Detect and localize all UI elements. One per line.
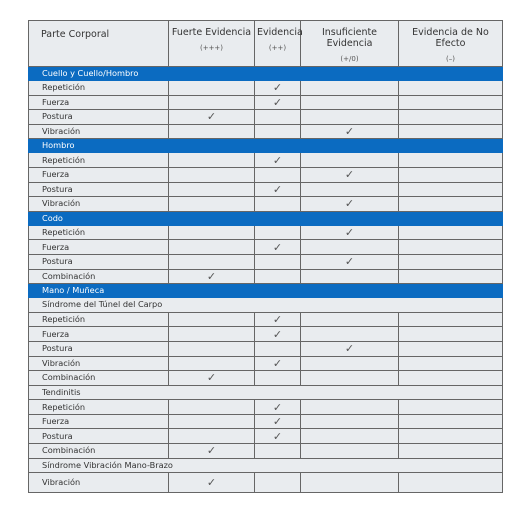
cell-strong-evidence (169, 371, 255, 386)
table-row (29, 254, 503, 269)
cell-insufficient-evidence (301, 167, 399, 182)
factor-label: Combinación (29, 269, 169, 284)
cell-no-effect-evidence (399, 110, 503, 125)
cell-strong-evidence (169, 444, 255, 459)
cell-no-effect-evidence (399, 473, 503, 493)
cell-insufficient-evidence (301, 327, 399, 342)
factor-label: Fuerza (29, 240, 169, 255)
table-row (29, 444, 503, 459)
section-title: Cuello y Cuello/Hombro (29, 67, 503, 81)
table-row (29, 225, 503, 240)
factor-label: Repetición (29, 225, 169, 240)
cell-insufficient-evidence (301, 182, 399, 197)
header-strong-evidence-label: Fuerte Evidencia (171, 27, 252, 38)
cell-strong-evidence (169, 81, 255, 96)
cell-no-effect-evidence (399, 81, 503, 96)
checkmark-icon: ✓ (272, 415, 283, 429)
cell-evidence (255, 167, 301, 182)
cell-insufficient-evidence (301, 341, 399, 356)
subheading-title: Tendinitis (29, 385, 503, 400)
cell-insufficient-evidence (301, 269, 399, 284)
checkmark-icon: ✓ (206, 444, 217, 458)
cell-evidence (255, 124, 301, 139)
cell-insufficient-evidence (301, 124, 399, 139)
cell-strong-evidence (169, 400, 255, 415)
cell-no-effect-evidence (399, 225, 503, 240)
cell-no-effect-evidence (399, 414, 503, 429)
header-evidence-code: (++) (268, 44, 287, 52)
cell-insufficient-evidence (301, 429, 399, 444)
subheading-title: Síndrome Vibración Mano-Brazo (29, 458, 503, 473)
checkmark-icon: ✓ (344, 255, 355, 269)
checkmark-icon: ✓ (272, 327, 283, 341)
factor-label: Vibración (29, 197, 169, 212)
factor-label: Repetición (29, 312, 169, 327)
factor-label: Postura (29, 341, 169, 356)
factor-label: Vibración (29, 473, 169, 493)
cell-evidence (255, 371, 301, 386)
cell-insufficient-evidence (301, 225, 399, 240)
cell-strong-evidence (169, 240, 255, 255)
cell-evidence (255, 429, 301, 444)
header-insufficient-evidence-label: Insuficiente Evidencia (321, 27, 378, 49)
checkmark-icon: ✓ (272, 240, 283, 254)
cell-strong-evidence (169, 341, 255, 356)
cell-insufficient-evidence (301, 444, 399, 459)
factor-label: Fuerza (29, 414, 169, 429)
checkmark-icon: ✓ (206, 371, 217, 385)
checkmark-icon: ✓ (344, 168, 355, 182)
cell-strong-evidence (169, 182, 255, 197)
cell-evidence (255, 95, 301, 110)
cell-insufficient-evidence (301, 400, 399, 415)
cell-evidence (255, 444, 301, 459)
header-insufficient-evidence-code: (+/0) (340, 55, 359, 63)
evidence-table-container (28, 20, 502, 493)
checkmark-icon: ✓ (344, 226, 355, 240)
cell-strong-evidence (169, 197, 255, 212)
header-no-effect-evidence-code: (–) (446, 55, 455, 63)
subheading-row (29, 385, 503, 400)
factor-label: Postura (29, 182, 169, 197)
subheading-title: Síndrome del Túnel del Carpo (29, 298, 503, 313)
cell-strong-evidence (169, 225, 255, 240)
cell-insufficient-evidence (301, 414, 399, 429)
cell-strong-evidence (169, 153, 255, 168)
cell-strong-evidence (169, 356, 255, 371)
table-row (29, 95, 503, 110)
factor-label: Postura (29, 429, 169, 444)
cell-evidence (255, 81, 301, 96)
checkmark-icon: ✓ (272, 95, 283, 109)
header-insufficient-evidence (301, 21, 399, 67)
table-row (29, 81, 503, 96)
cell-evidence (255, 197, 301, 212)
cell-insufficient-evidence (301, 254, 399, 269)
table-row (29, 240, 503, 255)
header-strong-evidence (169, 21, 255, 67)
cell-no-effect-evidence (399, 327, 503, 342)
section-title: Hombro (29, 139, 503, 153)
checkmark-icon: ✓ (272, 400, 283, 414)
checkmark-icon: ✓ (272, 429, 283, 443)
checkmark-icon: ✓ (206, 269, 217, 283)
subheading-row (29, 458, 503, 473)
checkmark-icon: ✓ (344, 197, 355, 211)
cell-evidence (255, 400, 301, 415)
section-row (29, 139, 503, 153)
section-row (29, 211, 503, 225)
header-evidence (255, 21, 301, 67)
cell-no-effect-evidence (399, 254, 503, 269)
cell-no-effect-evidence (399, 182, 503, 197)
table-row (29, 356, 503, 371)
cell-insufficient-evidence (301, 473, 399, 493)
cell-insufficient-evidence (301, 110, 399, 125)
table-row (29, 269, 503, 284)
cell-insufficient-evidence (301, 356, 399, 371)
table-header (29, 21, 503, 67)
cell-no-effect-evidence (399, 341, 503, 356)
cell-no-effect-evidence (399, 356, 503, 371)
header-no-effect-evidence (399, 21, 503, 67)
checkmark-icon: ✓ (272, 356, 283, 370)
factor-label: Fuerza (29, 327, 169, 342)
table-row (29, 371, 503, 386)
evidence-table (28, 20, 503, 493)
cell-evidence (255, 110, 301, 125)
cell-evidence (255, 414, 301, 429)
factor-label: Repetición (29, 153, 169, 168)
table-row (29, 327, 503, 342)
factor-label: Combinación (29, 371, 169, 386)
cell-no-effect-evidence (399, 400, 503, 415)
factor-label: Vibración (29, 356, 169, 371)
table-row (29, 197, 503, 212)
cell-strong-evidence (169, 327, 255, 342)
cell-evidence (255, 182, 301, 197)
cell-no-effect-evidence (399, 269, 503, 284)
cell-evidence (255, 327, 301, 342)
cell-insufficient-evidence (301, 81, 399, 96)
cell-no-effect-evidence (399, 153, 503, 168)
header-evidence-label: Evidencia (257, 27, 303, 38)
subheading-row (29, 298, 503, 313)
table-row (29, 110, 503, 125)
checkmark-icon: ✓ (344, 342, 355, 356)
cell-no-effect-evidence (399, 371, 503, 386)
cell-insufficient-evidence (301, 240, 399, 255)
factor-label: Postura (29, 110, 169, 125)
cell-evidence (255, 225, 301, 240)
table-row (29, 414, 503, 429)
cell-no-effect-evidence (399, 444, 503, 459)
cell-strong-evidence (169, 473, 255, 493)
cell-no-effect-evidence (399, 95, 503, 110)
cell-strong-evidence (169, 254, 255, 269)
cell-evidence (255, 356, 301, 371)
factor-label: Postura (29, 254, 169, 269)
section-row (29, 67, 503, 81)
factor-label: Combinación (29, 444, 169, 459)
cell-no-effect-evidence (399, 429, 503, 444)
header-no-effect-evidence-label: Evidencia de No Efecto (412, 27, 489, 49)
checkmark-icon: ✓ (272, 81, 283, 95)
cell-strong-evidence (169, 312, 255, 327)
cell-insufficient-evidence (301, 197, 399, 212)
checkmark-icon: ✓ (206, 476, 217, 490)
cell-insufficient-evidence (301, 153, 399, 168)
cell-insufficient-evidence (301, 95, 399, 110)
checkmark-icon: ✓ (272, 182, 283, 196)
header-row (29, 21, 503, 67)
cell-no-effect-evidence (399, 197, 503, 212)
table-row (29, 400, 503, 415)
checkmark-icon: ✓ (206, 110, 217, 124)
cell-evidence (255, 269, 301, 284)
header-body-part: Parte Corporal (29, 21, 169, 67)
cell-strong-evidence (169, 429, 255, 444)
cell-insufficient-evidence (301, 371, 399, 386)
cell-strong-evidence (169, 167, 255, 182)
cell-evidence (255, 312, 301, 327)
cell-evidence (255, 473, 301, 493)
checkmark-icon: ✓ (272, 313, 283, 327)
cell-no-effect-evidence (399, 167, 503, 182)
factor-label: Fuerza (29, 167, 169, 182)
cell-evidence (255, 153, 301, 168)
factor-label: Repetición (29, 400, 169, 415)
table-row (29, 473, 503, 493)
table-row (29, 153, 503, 168)
table-row (29, 312, 503, 327)
factor-label: Fuerza (29, 95, 169, 110)
cell-evidence (255, 341, 301, 356)
cell-strong-evidence (169, 95, 255, 110)
table-row (29, 182, 503, 197)
table-body (29, 67, 503, 493)
cell-strong-evidence (169, 110, 255, 125)
section-title: Codo (29, 211, 503, 225)
table-row (29, 341, 503, 356)
cell-strong-evidence (169, 124, 255, 139)
checkmark-icon: ✓ (344, 125, 355, 139)
cell-evidence (255, 254, 301, 269)
header-strong-evidence-code: (+++) (199, 44, 224, 52)
table-row (29, 124, 503, 139)
cell-strong-evidence (169, 414, 255, 429)
cell-no-effect-evidence (399, 124, 503, 139)
factor-label: Repetición (29, 81, 169, 96)
cell-evidence (255, 240, 301, 255)
table-row (29, 429, 503, 444)
factor-label: Vibración (29, 124, 169, 139)
section-row (29, 284, 503, 298)
table-row (29, 167, 503, 182)
cell-strong-evidence (169, 269, 255, 284)
cell-insufficient-evidence (301, 312, 399, 327)
cell-no-effect-evidence (399, 312, 503, 327)
cell-no-effect-evidence (399, 240, 503, 255)
checkmark-icon: ✓ (272, 153, 283, 167)
section-title: Mano / Muñeca (29, 284, 503, 298)
